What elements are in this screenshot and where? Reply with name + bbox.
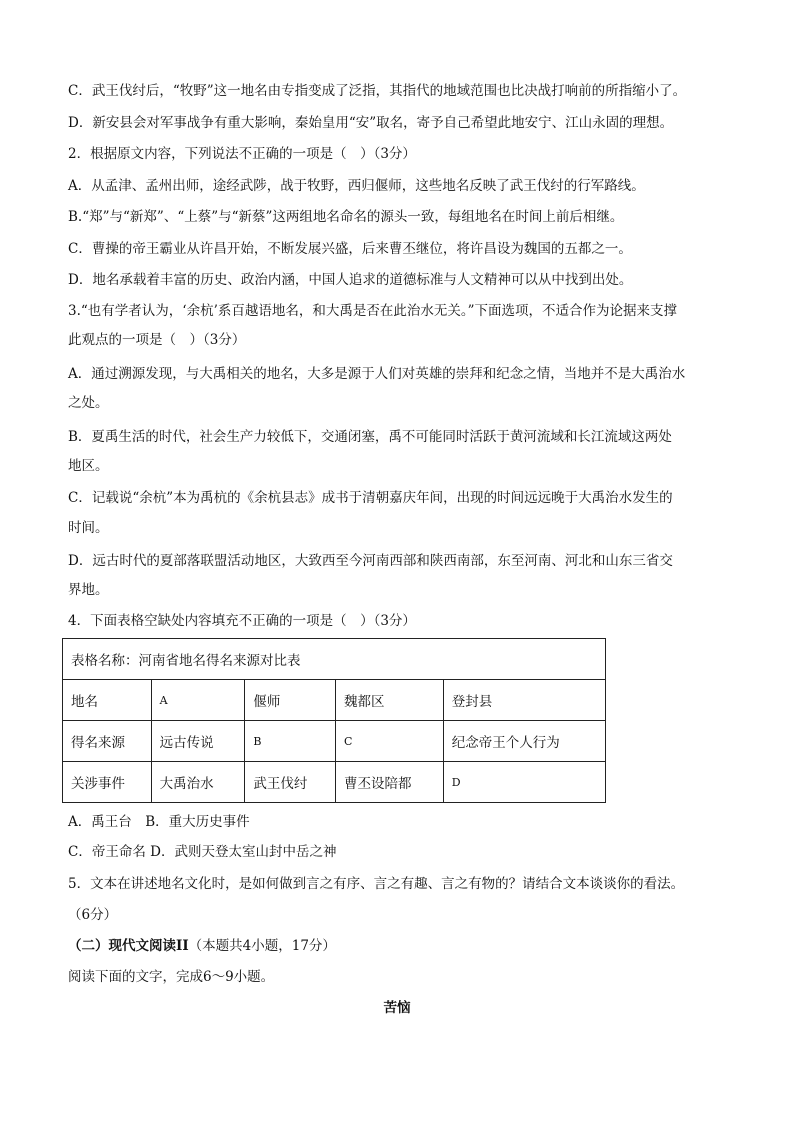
- table-cell: 纪念帝王个人行为: [443, 721, 605, 762]
- q3-option-d-line1: D．远古时代的夏部落联盟活动地区，大致西至今河南西部和陕西南部，东至河南、河北和山东三省交: [68, 553, 673, 569]
- q3-option-d-line2: 界地。: [68, 582, 109, 598]
- table-cell: 魏都区: [335, 680, 443, 721]
- q3-option-a-line1: A．通过溯源发现，与大禹相关的地名，大多是源于人们对英雄的崇拜和纪念之情，当地并不是大禹治水: [68, 366, 686, 382]
- table-cell: 地名: [63, 680, 152, 721]
- table-cell: 远古传说: [151, 721, 245, 762]
- place-name-comparison-table: [62, 638, 606, 803]
- table-cell: 登封县: [443, 680, 605, 721]
- section-heading: [68, 936, 336, 956]
- table-cell: 关涉事件: [63, 762, 152, 803]
- q5-stem-line1: 5．文本在讲述地名文化时，是如何做到言之有序、言之有趣、言之有物的？请结合文本谈谈你的看法。: [68, 876, 685, 892]
- q3-option-b-line2: 地区。: [68, 458, 109, 474]
- table-caption-row: [63, 639, 606, 680]
- table-cell: C: [335, 721, 443, 762]
- table-cell: A: [151, 680, 245, 721]
- q3-option-c-line2: 时间。: [68, 520, 109, 536]
- q2-option-c: C．曹操的帝王霸业从许昌开始，不断发展兴盛，后来曹丕继位，将许昌设为魏国的五都之一。: [68, 241, 632, 257]
- q4-options-ab: A．禹王台 B．重大历史事件: [68, 814, 250, 830]
- section-title: （二）现代文阅读II: [68, 938, 189, 954]
- q5-stem-line2: （6分）: [68, 907, 118, 923]
- reading-instruction: 阅读下面的文字，完成6～9小题。: [68, 969, 275, 985]
- table-cell: B: [245, 721, 336, 762]
- q3-option-a-line2: 之处。: [68, 395, 109, 411]
- q2-option-d: D．地名承载着丰富的历史、政治内涵，中国人追求的道德标准与人文精神可以从中找到出处。: [68, 272, 633, 288]
- q3-stem-line1: 3.“也有学者认为，‘余杭’系百越语地名，和大禹是否在此治水无关。”下面选项，不适合作为论据来支撑: [68, 303, 678, 319]
- table-cell: 得名来源: [63, 721, 152, 762]
- q2-option-a: A．从孟津、孟州出师，途经武陟，战于牧野，西归偃师，这些地名反映了武王伐纣的行军路线。: [68, 178, 645, 194]
- table-row: [63, 721, 606, 762]
- q3-stem-line2: 此观点的一项是（ ）（3分）: [68, 332, 246, 348]
- passage-title: 苦恼: [383, 1000, 411, 1016]
- table-row: [63, 762, 606, 803]
- q3-option-b-line1: B．夏禹生活的时代，社会生产力较低下，交通闭塞，禹不可能同时活跃于黄河流域和长江流域这两处: [68, 429, 672, 445]
- q1-option-d: D．新安县会对军事战争有重大影响，秦始皇用“安”取名，寄予自己希望此地安宁、江山永固的理想。: [68, 115, 674, 131]
- q1-option-c: C．武王伐纣后，“牧野”这一地名由专指变成了泛指，其指代的地域范围也比决战打响前的所指缩小了。: [68, 83, 687, 99]
- table-cell: 曹丕设陪都: [335, 762, 443, 803]
- table-cell: D: [443, 762, 605, 803]
- table-cell: 偃师: [245, 680, 336, 721]
- table-row: [63, 680, 606, 721]
- section-note: （本题共4小题，17分）: [188, 938, 336, 954]
- table-cell: 大禹治水: [151, 762, 245, 803]
- q2-stem: 2．根据原文内容，下列说法不正确的一项是（ ）（3分）: [68, 146, 416, 162]
- q4-options-cd: C．帝王命名 D．武则天登太室山封中岳之神: [68, 844, 337, 860]
- q2-option-b: B.“郑”与“新郑”、“上蔡”与“新蔡”这两组地名命名的源头一致，每组地名在时间上前后相继。: [68, 209, 624, 225]
- q3-option-c-line1: C．记载说“余杭”本为禹杭的《余杭县志》成书于清朝嘉庆年间，出现的时间远远晚于大禹治水发生的: [68, 490, 673, 506]
- table-cell: 武王伐纣: [245, 762, 336, 803]
- table-caption: 表格名称：河南省地名得名来源对比表: [63, 639, 606, 680]
- q4-stem: 4．下面表格空缺处内容填充不正确的一项是（ ）（3分）: [68, 613, 416, 629]
